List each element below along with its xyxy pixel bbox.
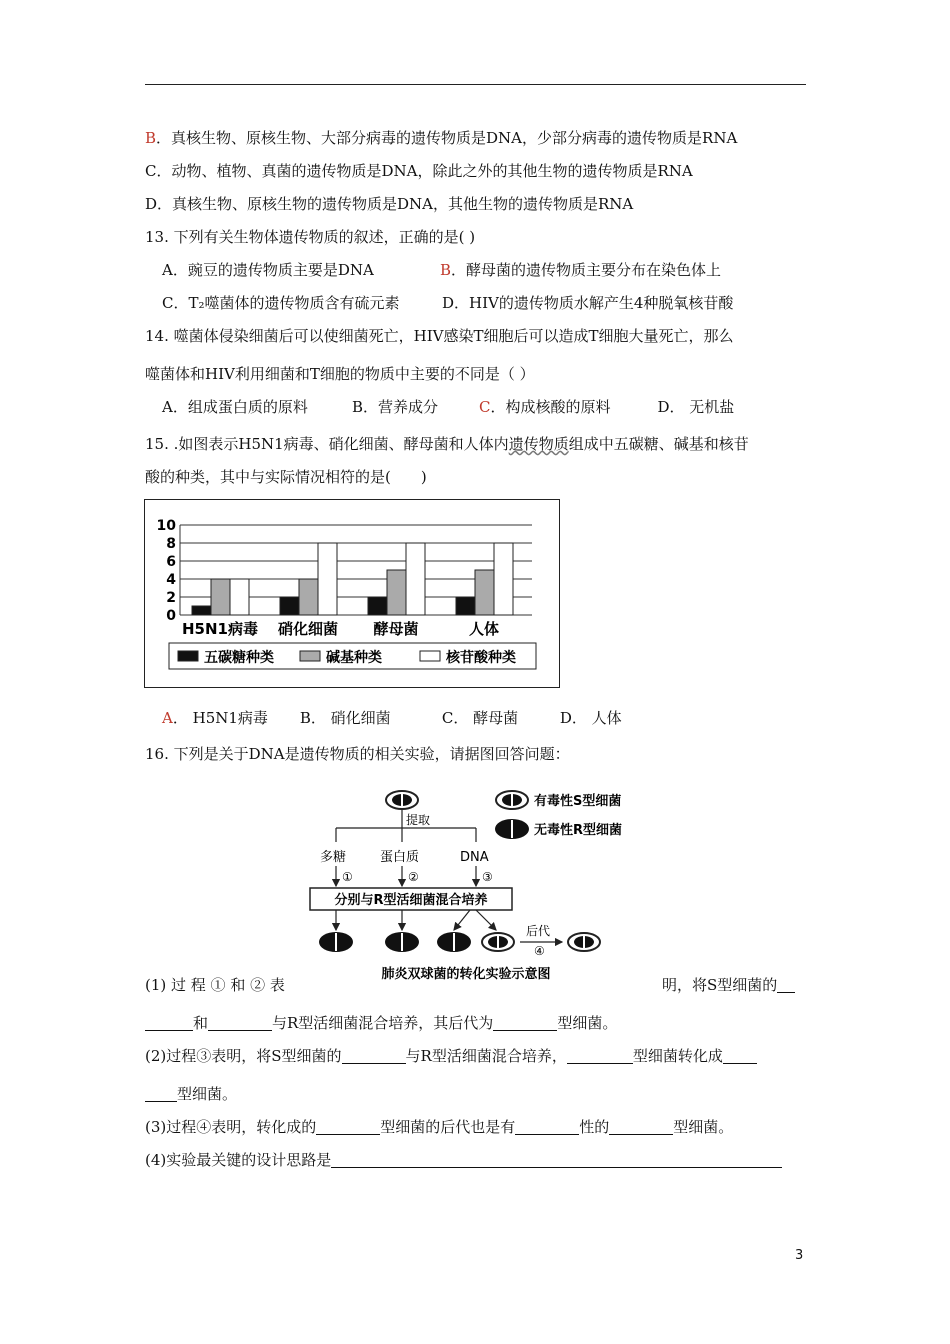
answer-blank[interactable]	[316, 1118, 380, 1135]
answer-blank[interactable]	[331, 1151, 782, 1168]
part-4	[145, 1150, 782, 1170]
mix-culture-label: 分别与R型活细菌混合培养	[334, 893, 488, 908]
answer-blank[interactable]	[609, 1118, 673, 1135]
result-arrow-3a	[454, 910, 470, 930]
answer-blank[interactable]	[342, 1047, 406, 1064]
protein-label: 蛋白质	[380, 850, 420, 865]
step-2-label: ②	[408, 870, 419, 884]
q14-options	[162, 397, 734, 417]
legend-label: 核苷酸种类	[446, 650, 516, 666]
answer-blank[interactable]	[145, 1014, 193, 1031]
offspring-label: 后代	[526, 924, 551, 938]
q14-option-a: A．组成蛋白质的原料	[162, 398, 308, 416]
answer-blank[interactable]	[777, 976, 795, 993]
bar	[211, 579, 230, 615]
q13-option-b: ．酵母菌的遗传物质主要分布在染色体上	[451, 261, 722, 279]
part-3-d: 型细菌。	[673, 1118, 734, 1136]
legend-r-label: 无毒性R型细菌	[534, 823, 623, 838]
r-type-cell-icon	[437, 932, 471, 952]
answer-blank[interactable]	[208, 1014, 272, 1031]
bar	[192, 606, 211, 615]
part-2-a: (2)过程③表明，将S型细菌的	[145, 1047, 342, 1065]
question-14-cont: 噬菌体和HIV利用细菌和T细胞的物质中主要的不同是（ ）	[145, 365, 535, 383]
bar	[299, 579, 318, 615]
bar-chart	[144, 499, 560, 688]
part-3-a: (3)过程④表明，转化成的	[145, 1118, 317, 1136]
dna-label: DNA	[460, 850, 489, 865]
bar	[280, 597, 299, 615]
q15-options	[162, 708, 622, 728]
legend-s-icon	[496, 791, 528, 809]
part-2-cont	[145, 1084, 237, 1104]
x-category-label: 人体	[468, 620, 500, 638]
answer-blank[interactable]	[145, 1085, 177, 1102]
part-1-c: 和	[193, 1014, 209, 1032]
legend-label: 五碳糖种类	[204, 650, 274, 666]
question-14: 14. 噬菌体侵染细菌后可以使细菌死亡，HIV感染T细胞后可以造成T细胞大量死亡，那么	[145, 327, 734, 345]
q15-text-post: 组成中五碳糖、碱基和核苷	[568, 435, 749, 453]
q15-text: 15. .如图表示H5N1病毒、硝化细菌、酵母菌和人体内	[145, 435, 509, 453]
bar	[387, 570, 406, 615]
q15-option-a: ． H5N1病毒	[172, 709, 268, 727]
q14-option-b: B．营养成分	[352, 398, 439, 416]
part-1-a: (1) 过 程 ① 和 ② 表	[145, 976, 285, 994]
legend-swatch	[420, 651, 440, 661]
question-16: 16. 下列是关于DNA是遗传物质的相关实验，请据图回答问题：	[145, 745, 570, 763]
part-1-e: 型细菌。	[557, 1014, 618, 1032]
part-1-b-text: 明，将S型细菌的	[662, 976, 778, 994]
x-category-label: H5N1病毒	[182, 620, 258, 638]
y-tick-label: 10	[156, 518, 176, 534]
bar	[475, 570, 494, 615]
option-c-line: C．动物、植物、真菌的遗传物质是DNA，除此之外的其他生物的遗传物质是RNA	[145, 162, 693, 180]
answer-letter: B	[440, 261, 452, 279]
step-3-label: ③	[482, 870, 493, 884]
polysaccharide-label: 多糖	[320, 850, 347, 865]
bar	[406, 543, 425, 615]
legend-s-label: 有毒性S型细菌	[534, 794, 622, 809]
answer-letter: C	[479, 398, 491, 416]
part-1-cont	[145, 1013, 617, 1033]
part-2	[145, 1046, 757, 1066]
legend-r-icon	[495, 819, 529, 839]
part-2-b: 与R型活细菌混合培养，	[405, 1047, 567, 1065]
answer-blank[interactable]	[723, 1047, 757, 1064]
r-type-cell-icon	[385, 932, 419, 952]
transformation-diagram	[300, 782, 660, 982]
bar	[230, 579, 249, 615]
part-2-d: 型细菌。	[177, 1085, 238, 1103]
legend-swatch	[178, 651, 198, 661]
question-13: 13. 下列有关生物体遗传物质的叙述，正确的是( )	[145, 228, 476, 246]
q15-underlined: 遗传物质	[508, 435, 569, 453]
page-number: 3	[795, 1248, 804, 1263]
bar	[494, 543, 513, 615]
s-type-cell-icon	[568, 933, 600, 951]
part-2-c: 型细菌转化成	[632, 1047, 723, 1065]
answer-blank[interactable]	[567, 1047, 633, 1064]
part-3-b: 型细菌的后代也是有	[380, 1118, 516, 1136]
s-type-cell-icon	[386, 791, 418, 809]
part-3	[145, 1117, 733, 1137]
q15-option-b: B． 硝化细菌	[299, 709, 391, 727]
q14-option-d: D． 无机盐	[657, 398, 735, 416]
answer-blank[interactable]	[515, 1118, 579, 1135]
q13-option-a: A．豌豆的遗传物质主要是DNA	[162, 261, 374, 279]
part-3-c: 性的	[579, 1118, 610, 1136]
legend-label: 碱基种类	[326, 650, 382, 666]
part-1-d: 与R型活细菌混合培养，其后代为	[272, 1014, 494, 1032]
diagram-caption: 肺炎双球菌的转化实验示意图	[381, 967, 551, 982]
q13-options-row2	[162, 293, 733, 313]
part-1-b	[662, 975, 795, 995]
answer-blank[interactable]	[493, 1014, 557, 1031]
q13-options-row1	[162, 260, 721, 280]
header-rule	[145, 84, 806, 85]
answer-letter: A	[162, 709, 173, 727]
step-4-label: ④	[534, 944, 545, 958]
q13-option-d: D．HIV的遗传物质水解产生4种脱氧核苷酸	[442, 294, 734, 312]
y-tick-label: 8	[166, 536, 176, 552]
x-category-label: 酵母菌	[373, 620, 419, 638]
option-d-line: D．真核生物、原核生物的遗传物质是DNA，其他生物的遗传物质是RNA	[145, 195, 634, 213]
bar	[368, 597, 387, 615]
step-1-label: ①	[342, 870, 353, 884]
q15-option-d: D． 人体	[559, 709, 622, 727]
question-15-cont: 酸的种类，其中与实际情况相符的是( )	[145, 468, 427, 486]
bar	[318, 543, 337, 615]
question-15	[145, 434, 749, 454]
y-tick-label: 2	[166, 590, 176, 606]
option-b-line	[145, 128, 737, 148]
y-tick-label: 6	[166, 554, 176, 570]
y-tick-label: 0	[166, 608, 176, 624]
q15-option-c: C． 酵母菌	[441, 709, 519, 727]
legend-swatch	[300, 651, 320, 661]
option-text: ．真核生物、原核生物、大部分病毒的遗传物质是DNA，少部分病毒的遗传物质是RNA	[156, 129, 738, 147]
y-tick-label: 4	[166, 572, 176, 588]
s-type-cell-icon	[482, 933, 514, 951]
r-type-cell-icon	[319, 932, 353, 952]
part-4-text: (4)实验最关键的设计思路是	[145, 1151, 332, 1169]
q14-option-c: ．构成核酸的原料	[490, 398, 611, 416]
answer-letter: B	[145, 129, 157, 147]
result-arrow-3b	[476, 910, 496, 930]
extract-label: 提取	[406, 813, 431, 827]
bar	[456, 597, 475, 615]
x-category-label: 硝化细菌	[277, 620, 339, 638]
q13-option-c: C．T₂噬菌体的遗传物质含有硫元素	[162, 294, 400, 312]
